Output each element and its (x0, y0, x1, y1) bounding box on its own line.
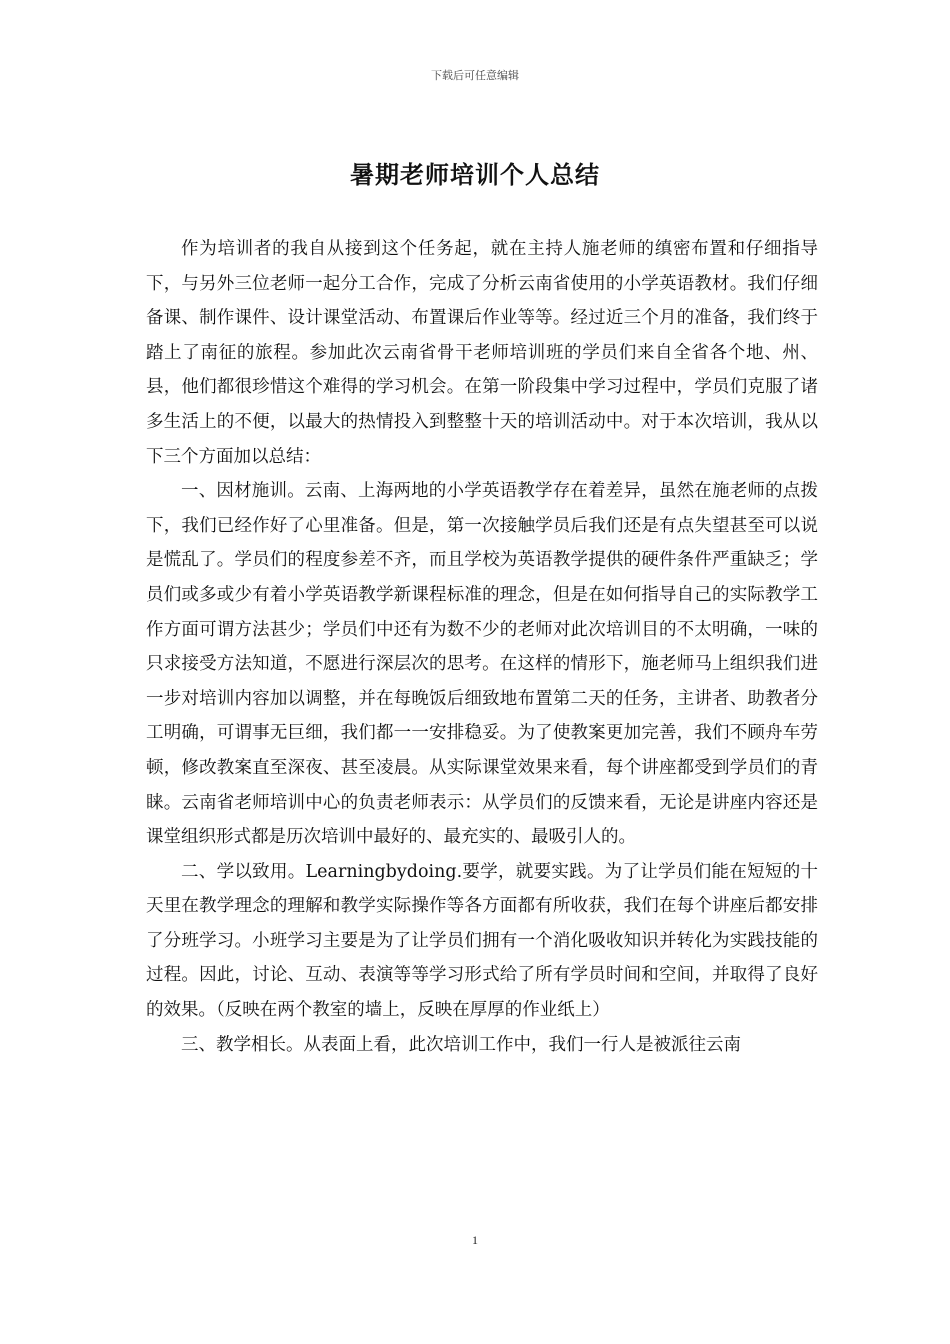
document-body (146, 232, 818, 1062)
paragraph-section-2: 二、学以致用。Learningbydoing.要学，就要实践。为了让学员们能在短短的十天里在教学理念的理解和教学实际操作等各方面都有所收获，我们在每个讲座后都安排了分班学习。小班学习主要是为了让学员们拥有一个消化吸收知识并转化为实践技能的过程。因此，讨论、互动、表演等等学习形式给了所有学员时间和空间，并取得了良好的效果。（反映在两个教室的墙上，反映在厚厚的作业纸上） (146, 861, 818, 1021)
paragraph-section-3: 三、教学相长。从表面上看，此次培训工作中，我们一行人是被派往云南 (181, 1034, 741, 1055)
paragraph-section-1: 一、因材施训。云南、上海两地的小学英语教学存在着差异，虽然在施老师的点拨下，我们已经作好了心里准备。但是，第一次接触学员后我们还是有点失望甚至可以说是慌乱了。学员们的程度参差不齐，而且学校为英语教学提供的硬件条件严重缺乏；学员们或多或少有着小学英语教学新课程标准的理念，但是在如何指导自己的实际教学工作方面可谓方法甚少；学员们中还有为数不少的老师对此次培训目的不太明确，一味的只求接受方法知道，不愿进行深层次的思考。在这样的情形下，施老师马上组织我们进一步对培训内容加以调整，并在每晚饭后细致地布置第二天的任务，主讲者、助教者分工明确，可谓事无巨细，我们都一一安排稳妥。为了使教案更加完善，我们不顾舟车劳顿，修改教案直至深夜、甚至凌晨。从实际课堂效果来看，每个讲座都受到学员们的青睐。云南省老师培训中心的负责老师表示：从学员们的反馈来看，无论是讲座内容还是课堂组织形式都是历次培训中最好的、最充实的、最吸引人的。 (146, 481, 818, 848)
document-title: 暑期老师培训个人总结 (350, 161, 600, 189)
page-number: 1 (472, 1233, 478, 1247)
paragraph-intro: 作为培训者的我自从接到这个任务起，就在主持人施老师的缜密布置和仔细指导下，与另外三位老师一起分工合作，完成了分析云南省使用的小学英语教材。我们仔细备课、制作课件、设计课堂活动、布置课后作业等等。经过近三个月的准备，我们终于踏上了南征的旅程。参加此次云南省骨干老师培训班的学员们来自全省各个地、州、县，他们都很珍惜这个难得的学习机会。在第一阶段集中学习过程中，学员们克服了诸多生活上的不便，以最大的热情投入到整整十天的培训活动中。对于本次培训，我从以下三个方面加以总结： (146, 239, 818, 467)
header-note: 下载后可任意编辑 (431, 69, 519, 82)
